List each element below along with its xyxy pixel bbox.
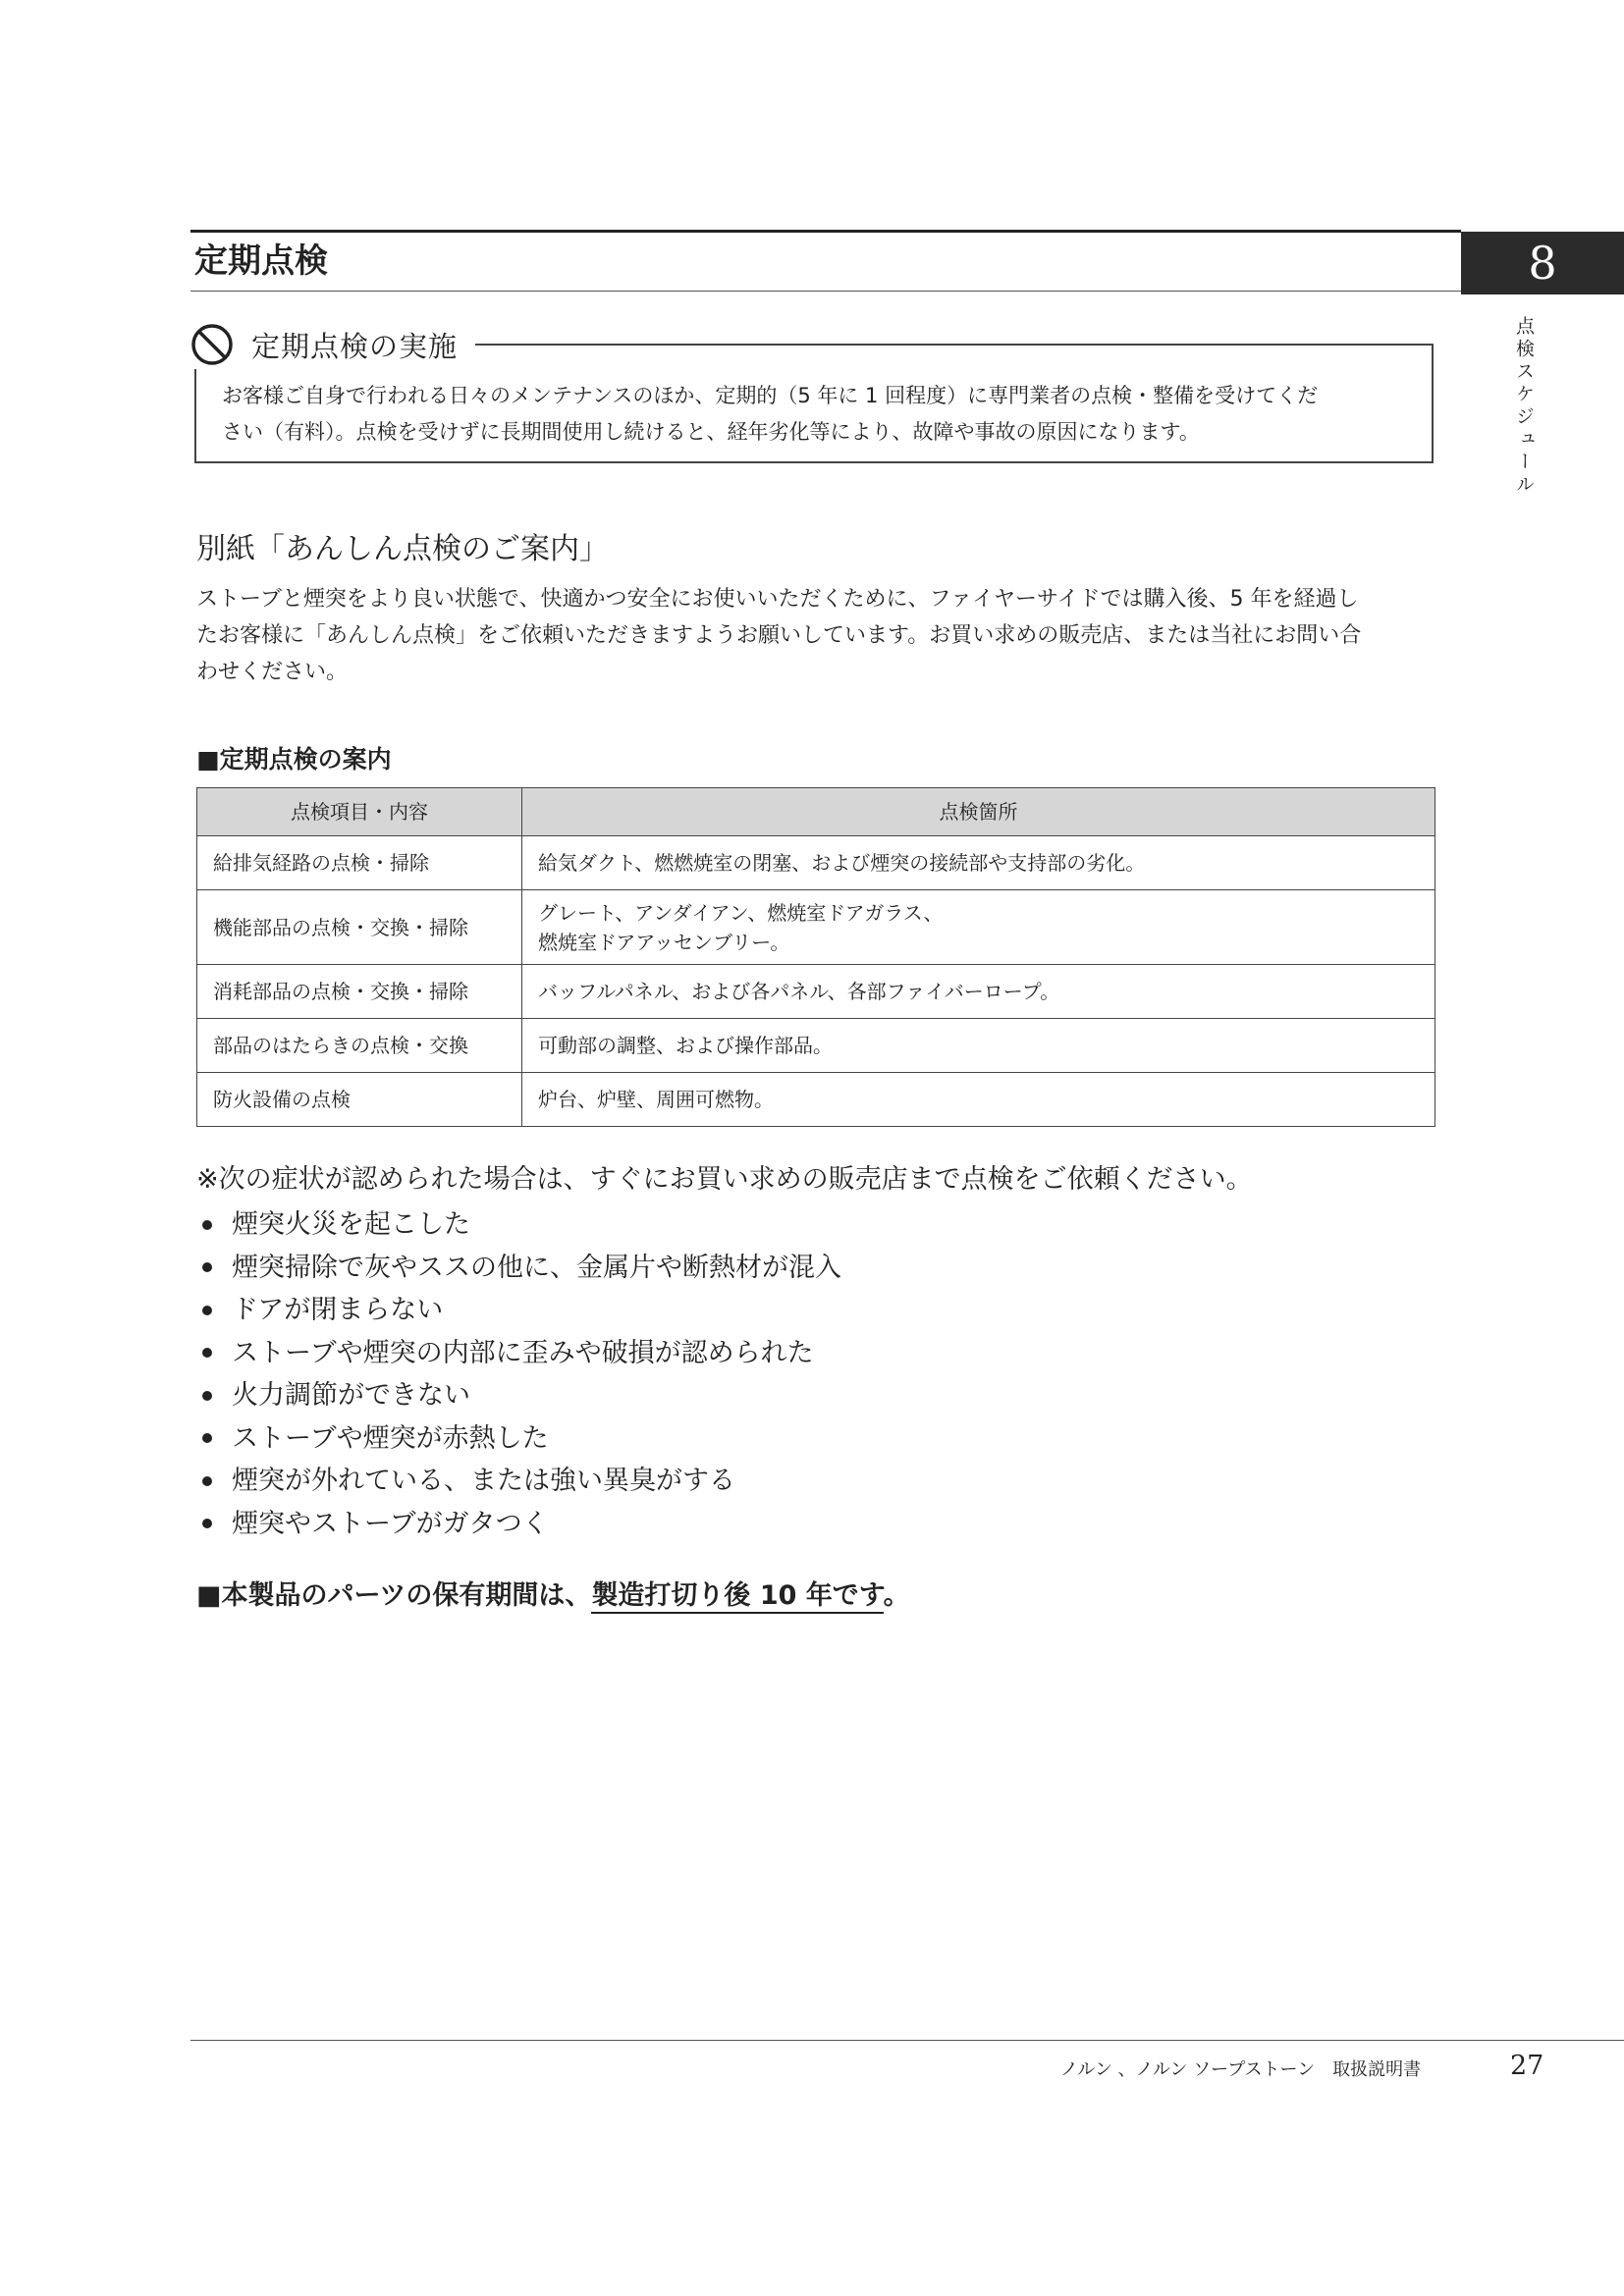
prohibition-icon [190, 323, 234, 366]
table-cell-location [522, 965, 1435, 1019]
table-row [197, 965, 1435, 1019]
footer-manual-title: ノルン 、ノルン ソープストーン 取扱説明書 [1060, 2059, 1422, 2080]
parts-prefix: ■本製品のパーツの保有期間は、 [196, 1580, 592, 1611]
header-rule-top [190, 230, 1461, 233]
side-chapter-label: 点検スケジュール [1513, 316, 1535, 497]
table-row [197, 836, 1435, 890]
bullet-icon [202, 1220, 212, 1230]
bullet-icon [202, 1476, 212, 1486]
notice-heading-row [190, 320, 475, 369]
location-line: 給気ダクト、燃燃焼室の閉塞、および煙突の接続部や支持部の劣化。 [538, 851, 1146, 875]
anshin-line: わせください。 [196, 660, 349, 684]
table-cell-item: 部品のはたらきの点検・交換 [197, 1019, 522, 1073]
symptom-text: ストーブや煙突の内部に歪みや破損が認められた [232, 1337, 814, 1368]
table-row [197, 890, 1435, 965]
symptom-text: ドアが閉まらない [232, 1295, 444, 1325]
bullet-icon [202, 1262, 212, 1272]
location-line: 燃焼室ドアアッセンブリー。 [538, 930, 790, 954]
footer-rule [190, 2040, 1624, 2041]
symptom-text: 煙突火災を起こした [232, 1209, 470, 1240]
bullet-icon [202, 1348, 212, 1358]
column-header-item: 点検項目・内容 [197, 788, 522, 836]
list-item [202, 1503, 841, 1546]
table-cell-location [522, 836, 1435, 890]
table-cell-item: 機能部品の点検・交換・掃除 [197, 890, 522, 965]
bullet-icon [202, 1433, 212, 1443]
symptom-text: 煙突やストーブがガタつく [232, 1508, 549, 1539]
anshin-text [196, 581, 1435, 690]
bullet-icon [202, 1519, 212, 1528]
list-item [202, 1203, 841, 1247]
list-item [202, 1247, 841, 1290]
list-item [202, 1460, 841, 1503]
symptom-text: 煙突掃除で灰やススの他に、金属片や断熱材が混入 [232, 1252, 841, 1283]
symptom-list [202, 1203, 841, 1545]
header-rule-bottom [190, 291, 1461, 292]
anshin-line: たお客様に「あんしん点検」をご依頼いただきますようお願いしています。お買い求めの販売店、または当社にお問い合 [196, 623, 1362, 648]
location-line: 炉台、炉壁、周囲可燃物。 [538, 1088, 774, 1111]
list-item [202, 1374, 841, 1417]
table-row [197, 1019, 1435, 1073]
symptom-text: 煙突が外れている、または強い異臭がする [232, 1466, 735, 1496]
notice-heading: 定期点検の実施 [251, 329, 459, 363]
table-cell-location [522, 890, 1435, 965]
page-title: 定期点検 [194, 241, 328, 281]
symptom-text: 火力調節ができない [232, 1380, 470, 1411]
location-line: グレート、アンダイアン、燃焼室ドアガラス、 [538, 900, 944, 925]
table-header-row [197, 788, 1435, 836]
chapter-number: 8 [1528, 237, 1557, 290]
anshin-line: ストーブと煙突をより良い状態で、快適かつ安全にお使いいただくために、ファイヤーサイドでは購入後、5 年を経過し [196, 587, 1359, 612]
table-heading: ■定期点検の案内 [196, 745, 392, 774]
parts-retention [196, 1576, 910, 1616]
bullet-icon [202, 1306, 212, 1315]
list-item [202, 1332, 841, 1375]
table-row [197, 1073, 1435, 1127]
table-cell-location [522, 1019, 1435, 1073]
page-number: 27 [1510, 2051, 1544, 2081]
table-cell-item: 給排気経路の点検・掃除 [197, 836, 522, 890]
list-item [202, 1289, 841, 1332]
anshin-heading: 別紙「あんしん点検のご案内」 [196, 532, 609, 566]
parts-suffix: 。 [883, 1580, 910, 1611]
column-header-location: 点検箇所 [522, 788, 1435, 836]
notice-line: さい（有料）。点検を受けずに長期間使用し続けると、経年劣化等により、故障や事故の原因になります。 [222, 420, 1200, 444]
parts-emphasis: 製造打切り後 10 年です [591, 1580, 883, 1614]
notice-line: お客様ご自身で行われる日々のメンテナンスのほか、定期的（5 年に 1 回程度）に専門業者の点検・整備を受けてくだ [222, 384, 1319, 407]
notice-text [222, 378, 1414, 451]
location-line: バッフルパネル、および各パネル、各部ファイバーロープ。 [538, 980, 1060, 1003]
table-cell-location [522, 1073, 1435, 1127]
inspection-table [196, 787, 1435, 1127]
location-line: 可動部の調整、および操作部品。 [538, 1034, 833, 1057]
symptom-note: ※次の症状が認められた場合は、すぐにお買い求めの販売店まで点検をご依頼ください。 [196, 1164, 1253, 1195]
list-item [202, 1417, 841, 1461]
symptom-text: ストーブや煙突が赤熱した [232, 1422, 549, 1454]
table-cell-item: 消耗部品の点検・交換・掃除 [197, 965, 522, 1019]
chapter-number-tab [1461, 232, 1624, 294]
bullet-icon [202, 1391, 212, 1401]
table-cell-item: 防火設備の点検 [197, 1073, 522, 1127]
